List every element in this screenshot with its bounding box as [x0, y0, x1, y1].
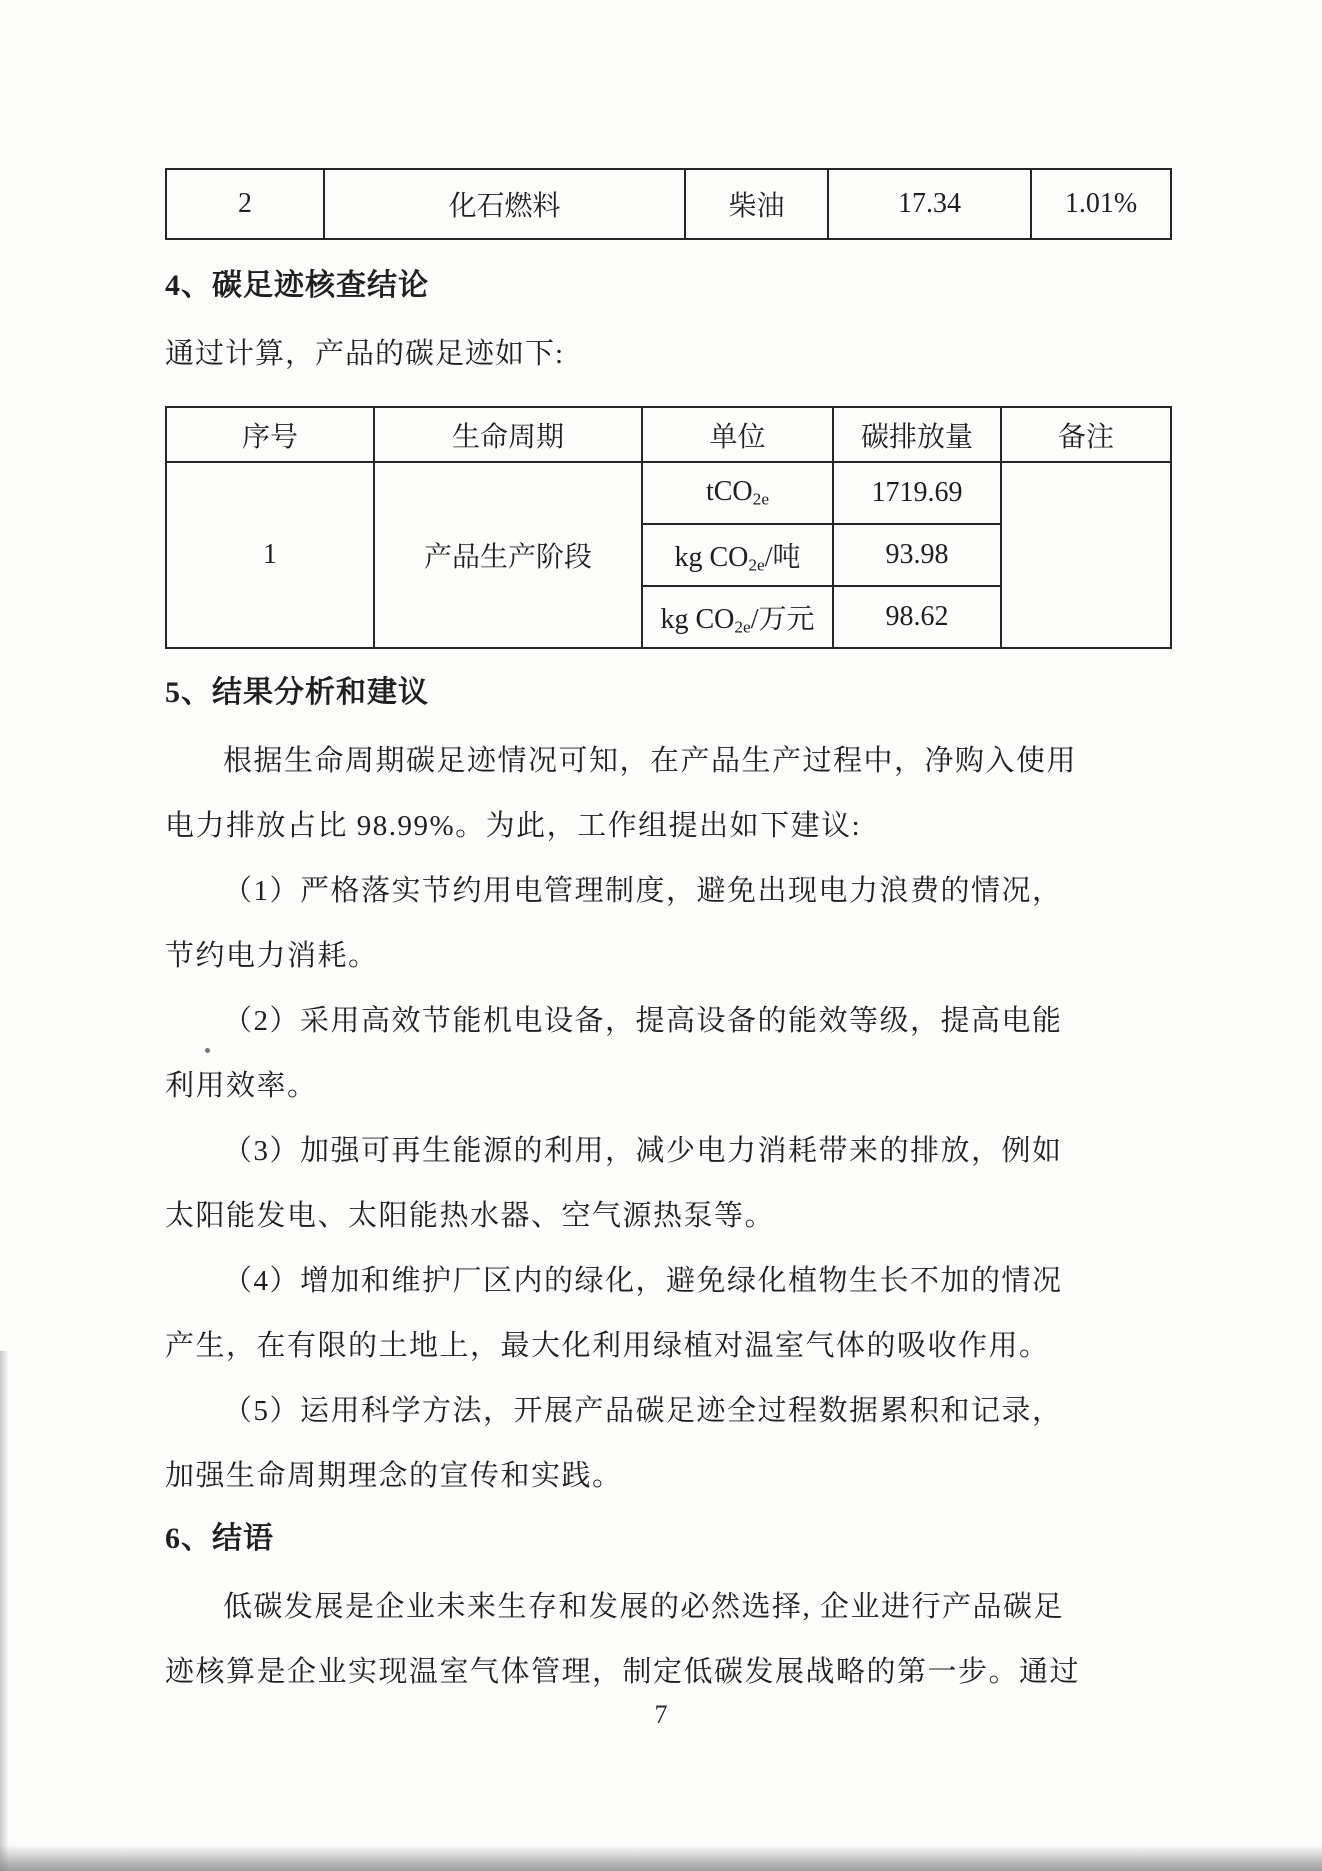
- scan-smudge-left: [0, 1351, 9, 1871]
- header-emission: 碳排放量: [833, 407, 1001, 462]
- paragraph-line: 利用效率。: [165, 1070, 318, 1102]
- page-number: 7: [654, 1700, 668, 1729]
- cell-value-per-10k-yuan: 98.62: [833, 586, 1001, 648]
- scan-speck: [205, 1048, 210, 1053]
- section6-heading: [165, 1515, 1125, 1563]
- section6-body: [165, 1575, 1125, 1705]
- table-row: [166, 462, 1171, 524]
- table-row: [166, 169, 1171, 239]
- section6-title: 、结语: [181, 1522, 274, 1555]
- section5-body: [165, 729, 1125, 1509]
- unit-text: kg CO: [674, 541, 749, 573]
- paragraph-line: 低碳发展是企业未来生存和发展的必然选择, 企业进行产品碳足: [223, 1591, 1065, 1623]
- paragraph-line: （4）增加和维护厂区内的绿化，避免绿化植物生长不加的情况: [223, 1265, 1063, 1297]
- cell-unit-per-ton: [642, 524, 833, 586]
- header-lifecycle: 生命周期: [374, 407, 642, 462]
- header-index: 序号: [166, 407, 374, 462]
- section4-intro-text: 通过计算，产品的碳足迹如下:: [165, 338, 565, 370]
- unit-subscript: 2e: [734, 617, 751, 637]
- cell-remark: [1001, 462, 1171, 648]
- header-remark: 备注: [1001, 407, 1171, 462]
- paragraph-line: 太阳能发电、太阳能热水器、空气源热泵等。: [165, 1200, 776, 1232]
- section6-number: 6: [165, 1522, 181, 1555]
- paragraph-line: （5）运用科学方法，开展产品碳足迹全过程数据累积和记录，: [223, 1395, 1063, 1427]
- unit-subscript: 2e: [752, 489, 770, 509]
- unit-subscript: 2e: [748, 555, 765, 575]
- fuel-row-category: 化石燃料: [324, 169, 685, 239]
- cell-value-per-ton: 93.98: [833, 524, 1001, 586]
- section5-heading: [165, 669, 1125, 717]
- cell-stage: 产品生产阶段: [374, 462, 642, 648]
- paragraph-line: 节约电力消耗。: [165, 940, 379, 972]
- section4-number: 4: [165, 269, 181, 302]
- paragraph-line: 迹核算是企业实现温室气体管理，制定低碳发展战略的第一步。通过: [165, 1656, 1081, 1688]
- fuel-row-value: 17.34: [828, 169, 1031, 239]
- unit-text: /万元: [750, 603, 815, 635]
- header-unit: 单位: [642, 407, 833, 462]
- section5-title: 、结果分析和建议: [181, 676, 429, 709]
- fuel-row-percent: 1.01%: [1031, 169, 1171, 239]
- paragraph-line: （2）采用高效节能机电设备，提高设备的能效等级，提高电能: [223, 1005, 1063, 1037]
- paragraph-line: （1）严格落实节约用电管理制度，避免出现电力浪费的情况，: [223, 875, 1063, 907]
- paragraph-line: 电力排放占比 98.99%。为此，工作组提出如下建议:: [165, 810, 862, 842]
- section4-title: 、碳足迹核查结论: [181, 269, 429, 302]
- paragraph-line: （3）加强可再生能源的利用，减少电力消耗带来的排放，例如: [223, 1135, 1063, 1167]
- fuel-row-item: 柴油: [685, 169, 828, 239]
- paragraph-line: 加强生命周期理念的宣传和实践。: [165, 1460, 623, 1492]
- cell-unit-per-10k-yuan: [642, 586, 833, 648]
- paragraph-line: 根据生命周期碳足迹情况可知，在产品生产过程中，净购入使用: [223, 745, 1078, 777]
- table-header-row: [166, 407, 1171, 462]
- unit-text: kg CO: [660, 603, 735, 635]
- scan-shadow-bottom: [0, 1845, 1322, 1871]
- footprint-result-table: [165, 406, 1172, 649]
- cell-value-total: 1719.69: [833, 462, 1001, 524]
- cell-row-index: 1: [166, 462, 374, 648]
- cell-unit-tco2e: [642, 462, 833, 524]
- unit-text: tCO: [705, 476, 753, 508]
- paragraph-line: 产生，在有限的土地上，最大化利用绿植对温室气体的吸收作用。: [165, 1330, 1050, 1362]
- section5-number: 5: [165, 676, 181, 709]
- fuel-row-index: 2: [166, 169, 324, 239]
- document-content: [165, 168, 1138, 1705]
- fuel-emission-table: [165, 168, 1172, 240]
- section4-heading: [165, 262, 1125, 310]
- unit-text: /吨: [764, 541, 801, 573]
